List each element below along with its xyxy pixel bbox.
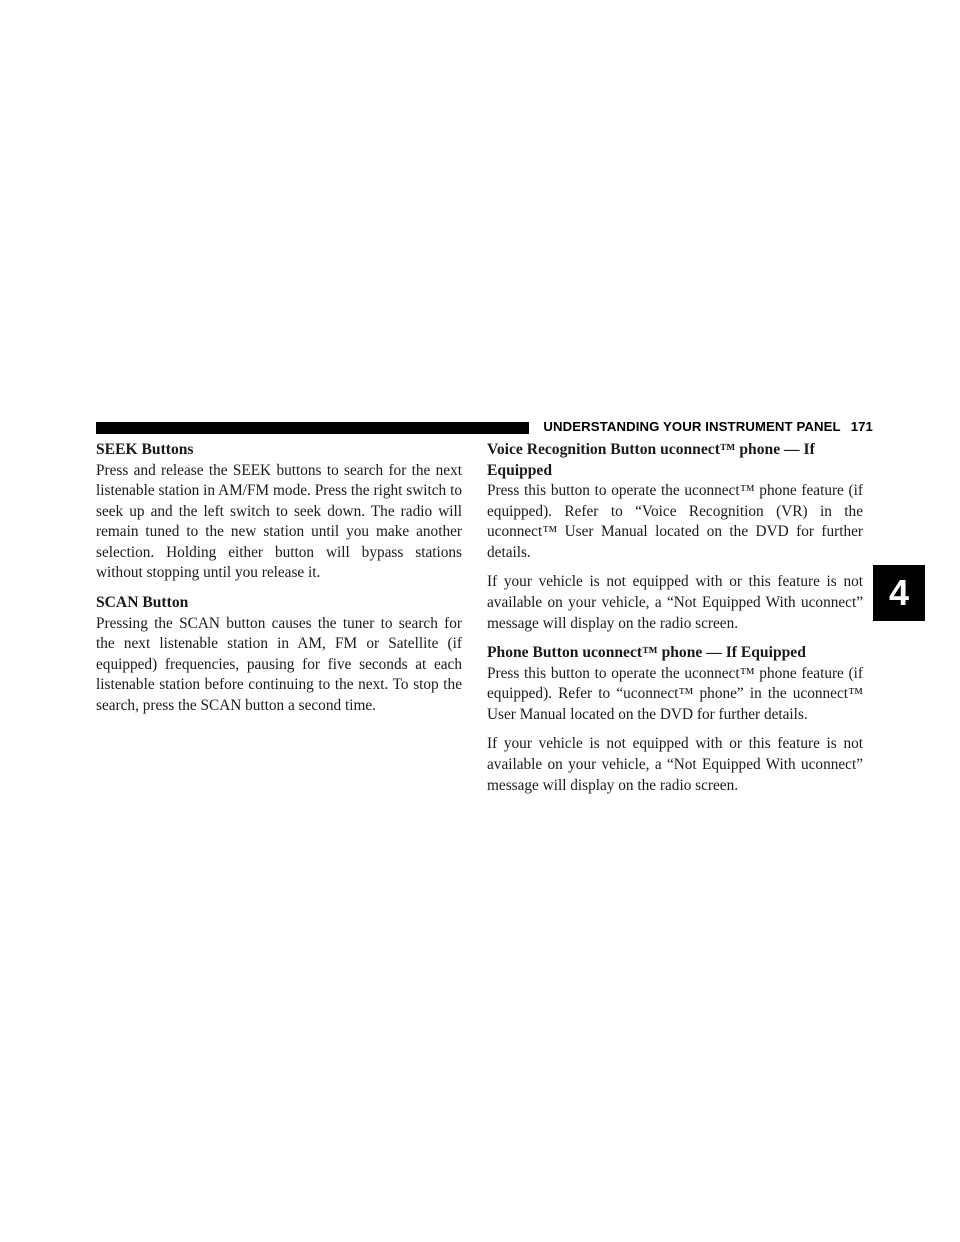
- seek-body: Press and release the SEEK buttons to search for the next listenable station in AM/FM mode. Press the right switch to seek up and the left switch to seek down. The radio will remain tuned to the new station until you make another selection. Holding either button will bypass stations without stopping until you release it.: [96, 461, 462, 582]
- phone-body-2: If your vehicle is not equipped with or this feature is not available on your vehicle, a “Not Equipped With uconnect” message will display on the radio screen.: [487, 735, 863, 794]
- voice-body-1: Press this button to operate the uconnect™ phone feature (if equipped). Refer to “Voice Recognition (VR) in the uconnect™ User Manual located on the DVD for further details.: [487, 482, 863, 561]
- section-seek: [96, 440, 462, 584]
- section-voice-recognition: [487, 440, 863, 634]
- section-phone-button: [487, 643, 863, 796]
- voice-body-2: If your vehicle is not equipped with or this feature is not available on your vehicle, a “Not Equipped With uconnect” message will display on the radio screen.: [487, 573, 863, 632]
- section-title: UNDERSTANDING YOUR INSTRUMENT PANEL: [543, 419, 841, 434]
- phone-body-1: Press this button to operate the uconnect™ phone feature (if equipped). Refer to “uconnect™ phone” in the uconnect™ User Manual located on the DVD for further details.: [487, 664, 863, 723]
- seek-heading: SEEK Buttons: [96, 441, 194, 458]
- phone-heading: Phone Button uconnect™ phone — If Equipped: [487, 644, 806, 662]
- left-column: [96, 440, 462, 717]
- scan-body: Pressing the SCAN button causes the tuner to search for the next listenable station in AM, FM or Satellite (if equipped) frequencies, pausing for five seconds at each listenable station before continuing to the next. To stop the search, press the SCAN button a second time.: [96, 614, 462, 714]
- header-rule: [96, 422, 529, 434]
- running-header: [533, 419, 873, 437]
- scan-heading: SCAN Button: [96, 594, 189, 612]
- voice-heading: Voice Recognition Button uconnect™ phone — If Equipped: [487, 441, 815, 479]
- right-column: [487, 440, 863, 796]
- chapter-tab: 4: [873, 565, 925, 621]
- page-number: 171: [850, 419, 873, 434]
- section-scan: [96, 593, 462, 716]
